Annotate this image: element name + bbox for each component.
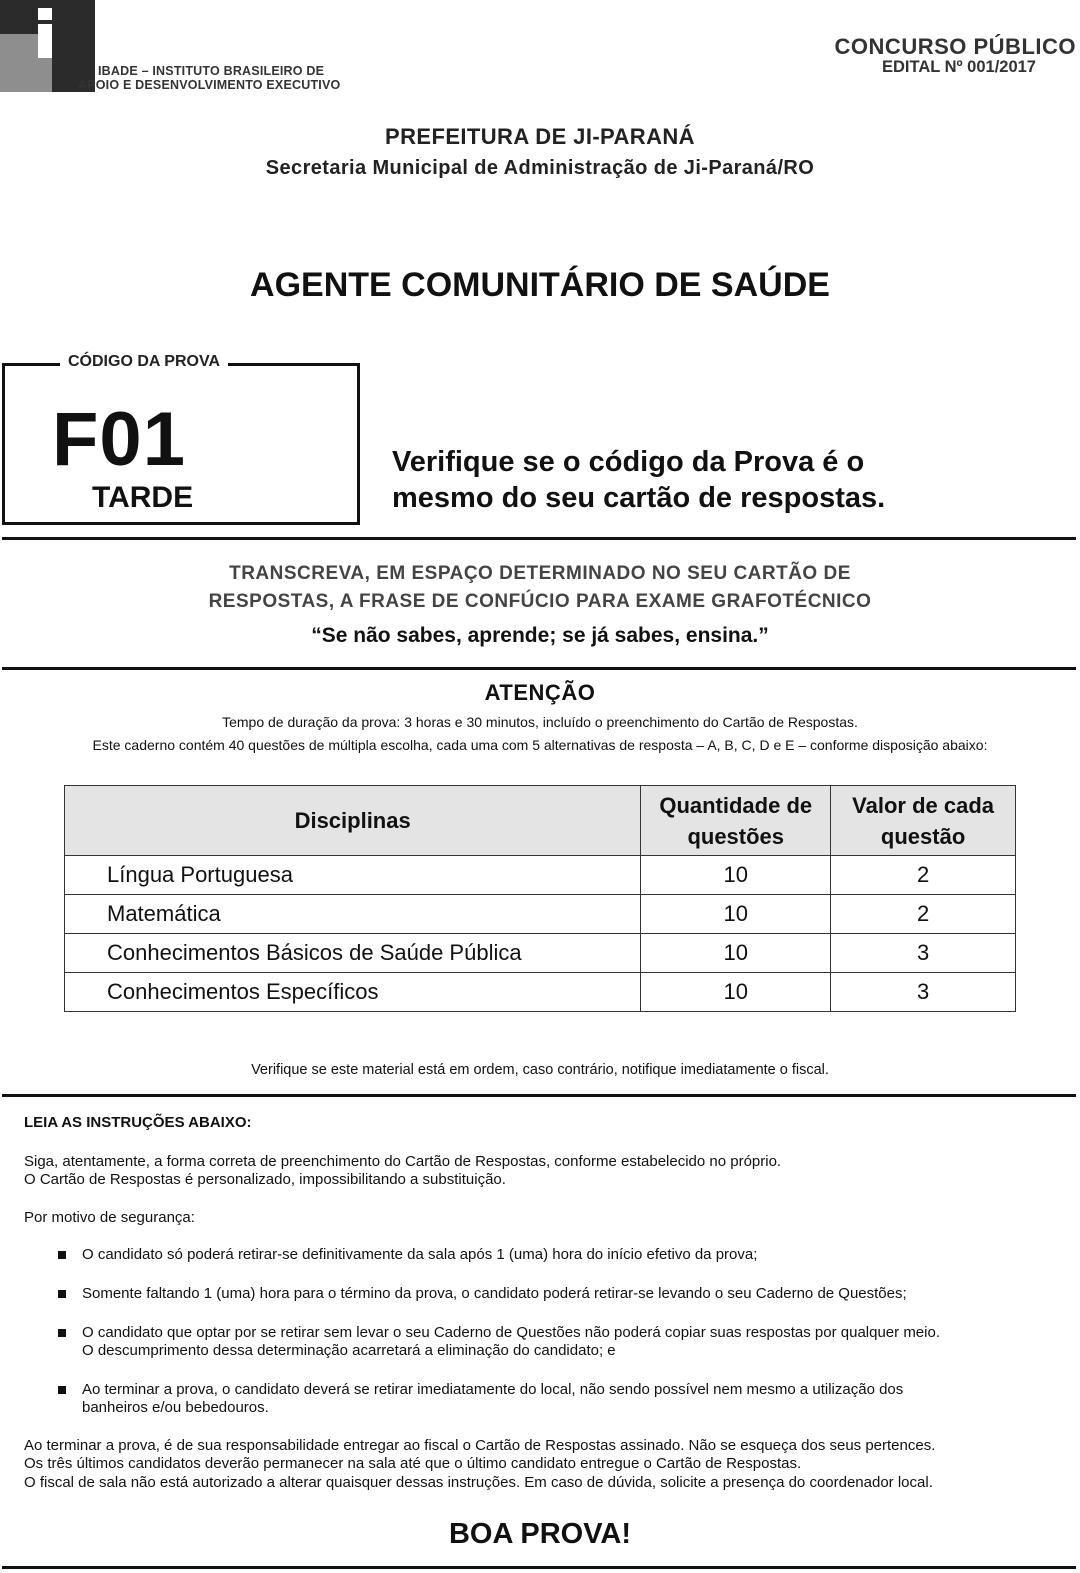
institute-line-2: APOIO E DESENVOLVIMENTO EXECUTIVO (78, 78, 341, 92)
list-item-line-1: Somente faltando 1 (uma) hora para o término da prova, o candidato poderá retirar-se levando o seu Caderno de Questões; (82, 1285, 907, 1302)
bullet-square-icon (58, 1329, 66, 1337)
disciplinas-table (64, 785, 1016, 1012)
divider (2, 667, 1076, 670)
tempo-duracao: Tempo de duração da prova: 3 horas e 30 minutos, incluído o preenchimento do Cartão de Respostas. (222, 714, 858, 730)
verify-line-1: Verifique se o código da Prova é o (392, 446, 865, 478)
instrucao-seguranca: Por motivo de segurança: (24, 1209, 195, 1226)
concurso-header (835, 34, 1076, 77)
valor-cell: 3 (831, 934, 1016, 973)
transcreva-instruction (0, 560, 1080, 616)
cargo-title: AGENTE COMUNITÁRIO DE SAÚDE (250, 266, 830, 304)
list-item-line-1: O candidato só poderá retirar-se definitivamente da sala após 1 (uma) hora do início efetivo da prova; (82, 1246, 758, 1263)
codigo-prova-code: F01 (52, 397, 186, 482)
verify-code-notice (392, 444, 885, 516)
quantidade-cell: 10 (641, 856, 831, 895)
codigo-prova-label: CÓDIGO DA PROVA (60, 353, 228, 371)
table-row (65, 895, 1016, 934)
disciplina-cell: Conhecimentos Básicos de Saúde Pública (65, 934, 641, 973)
bullet-square-icon (58, 1251, 66, 1259)
institute-name (78, 64, 340, 92)
instrucao-siga-1: Siga, atentamente, a forma correta de preenchimento do Cartão de Respostas, conforme estabelecido no próprio. (24, 1153, 782, 1170)
divider (2, 1566, 1076, 1569)
boa-prova: BOA PROVA! (448, 1518, 632, 1550)
secretaria-title: Secretaria Municipal de Administração de Ji-Paraná/RO (265, 157, 815, 179)
instrucao-final-1: Ao terminar a prova, é de sua responsabilidade entregar ao fiscal o Cartão de Respostas assinado. Não se esqueça dos seus pertences. (24, 1437, 936, 1454)
header-quantidade-line-1: Quantidade de (659, 792, 813, 818)
list-item (82, 1285, 907, 1303)
quantidade-cell: 10 (641, 934, 831, 973)
disciplina-cell: Língua Portuguesa (65, 856, 641, 895)
header-disciplinas: Disciplinas (65, 786, 641, 856)
disciplina-cell: Conhecimentos Específicos (65, 973, 641, 1012)
valor-cell: 2 (831, 895, 1016, 934)
caderno-description: Este caderno contém 40 questões de múltipla escolha, cada uma com 5 alternativas de resposta – A, B, C, D e E – conforme disposição abaixo: (92, 737, 988, 753)
atencao-title: ATENÇÃO (484, 680, 596, 705)
divider (2, 537, 1076, 540)
list-item-line-2: O descumprimento dessa determinação acarretará a eliminação do candidato; e (82, 1342, 616, 1359)
verifique-material: Verifique se este material está em ordem, caso contrário, notifique imediatamente o fiscal. (251, 1062, 829, 1078)
instrucoes-title: LEIA AS INSTRUÇÕES ABAIXO: (24, 1114, 252, 1131)
header-valor-line-2: questão (880, 823, 966, 849)
header-valor-line-1: Valor de cada (852, 792, 995, 818)
table-header-row (65, 786, 1016, 856)
list-item (82, 1246, 757, 1264)
verify-line-2: mesmo do seu cartão de respostas. (392, 482, 886, 514)
valor-cell: 2 (831, 856, 1016, 895)
header-quantidade-line-2: questões (687, 823, 785, 849)
concurso-title: CONCURSO PÚBLICO (834, 34, 1076, 59)
instrucao-siga-2: O Cartão de Respostas é personalizado, impossibilitando a substituição. (24, 1171, 506, 1188)
header-valor (831, 786, 1016, 856)
disciplina-cell: Matemática (65, 895, 641, 934)
divider (2, 1094, 1076, 1097)
prefeitura-title: PREFEITURA DE JI-PARANÁ (385, 124, 695, 149)
confucio-phrase: “Se não sabes, aprende; se já sabes, ensina.” (311, 624, 769, 647)
codigo-prova-turno: TARDE (92, 481, 194, 514)
list-item (82, 1324, 940, 1360)
edital-number: EDITAL Nº 001/2017 (882, 58, 1036, 76)
bullet-square-icon (58, 1386, 66, 1394)
bullet-square-icon (58, 1290, 66, 1298)
quantidade-cell: 10 (641, 973, 831, 1012)
table-row (65, 934, 1016, 973)
quantidade-cell: 10 (641, 895, 831, 934)
header-quantidade (641, 786, 831, 856)
transcreva-line-2: RESPOSTAS, A FRASE DE CONFÚCIO PARA EXAME GRAFOTÉCNICO (208, 591, 872, 612)
valor-cell: 3 (831, 973, 1016, 1012)
table-row (65, 973, 1016, 1012)
institute-line-1: IBADE – INSTITUTO BRASILEIRO DE (98, 64, 325, 78)
list-item (82, 1381, 903, 1417)
list-item-line-1: Ao terminar a prova, o candidato deverá se retirar imediatamente do local, não sendo possível nem mesmo a utilização dos (82, 1381, 904, 1398)
instrucao-final-3: O fiscal de sala não está autorizado a alterar quaisquer dessas instruções. Em caso de dúvida, solicite a presença do coordenador local. (24, 1474, 933, 1491)
transcreva-line-1: TRANSCREVA, EM ESPAÇO DETERMINADO NO SEU CARTÃO DE (229, 563, 851, 584)
instrucao-final-2: Os três últimos candidatos deverão permanecer na sala até que o último candidato entregue o Cartão de Respostas. (24, 1455, 802, 1472)
list-item-line-2: banheiros e/ou bebedouros. (82, 1399, 269, 1416)
list-item-line-1: O candidato que optar por se retirar sem levar o seu Caderno de Questões não poderá copiar suas respostas por qualquer meio. (82, 1324, 940, 1341)
table-row (65, 856, 1016, 895)
